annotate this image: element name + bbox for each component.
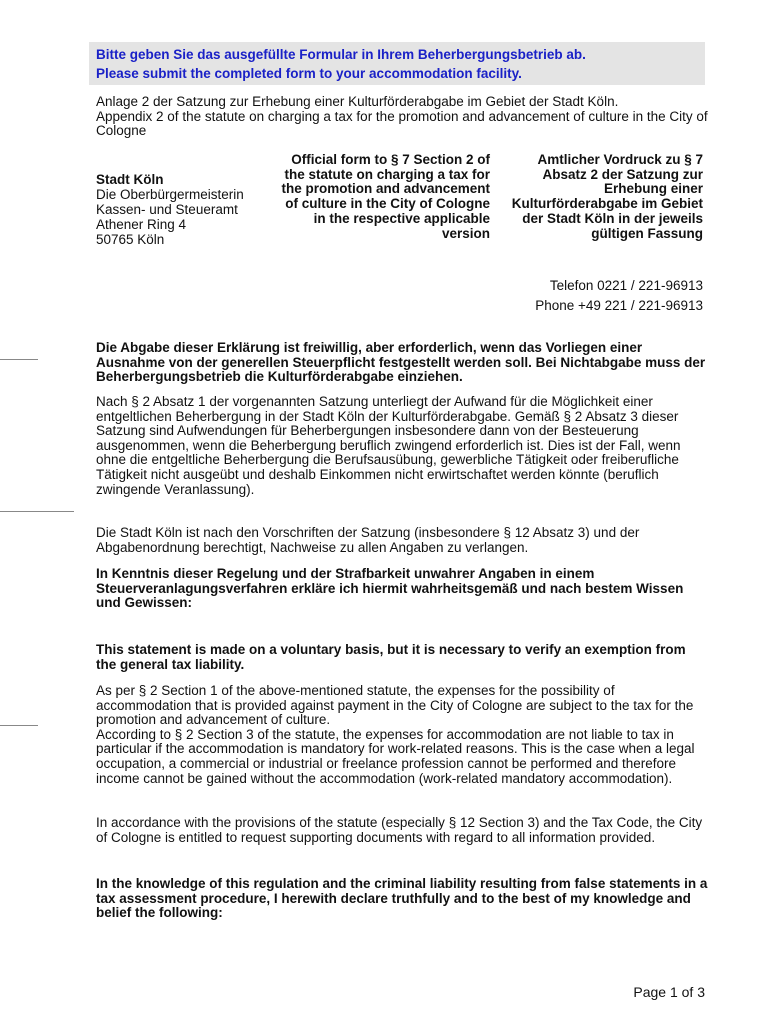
recipient-line: 50765 Köln xyxy=(96,232,165,247)
submission-notice-de: Bitte geben Sie das ausgefüllte Formular in Ihrem Beherbergungsbetrieb ab. xyxy=(96,47,586,62)
statute-reference xyxy=(96,95,708,139)
fold-mark xyxy=(0,725,38,726)
evidence-notice-de: Die Stadt Köln ist nach den Vorschriften der Satzung (insbesondere § 12 Absatz 3) und der Abgabenordnung berechtigt, Nachweise zu allen Angaben zu verlangen. xyxy=(96,525,640,555)
voluntary-notice-en: This statement is made on a voluntary basis, but it is necessary to verify an exemption from the general tax liability. xyxy=(96,642,686,672)
page-number: Page 1 of 3 xyxy=(633,984,705,1000)
voluntary-notice-de: Die Abgabe dieser Erklärung ist freiwillig, aber erforderlich, wenn das Vorliegen einer Ausnahme von der generellen Steuerpflicht festgestellt werden soll. Bei Nichtabgabe muss der Beherbergungsbetrieb die Kulturförderabgabe einziehen. xyxy=(96,340,706,385)
statute-reference-de: Anlage 2 der Satzung zur Erhebung einer Kulturförderabgabe im Gebiet der Stadt Köln. xyxy=(96,94,619,109)
declaration-de: In Kenntnis dieser Regelung und der Strafbarkeit unwahrer Angaben in einem Steuerveranlagungsverfahren erkläre ich hiermit wahrheitsgemäß und nach bestem Wissen und Gewissen: xyxy=(96,566,684,611)
punch-mark xyxy=(0,511,74,512)
recipient-line: Kassen- und Steueramt xyxy=(96,202,238,217)
exemption-paragraph: As per § 2 Section 1 of the above-mentioned statute, the expenses for the possibility of accommodation that is provided against payment in the City of Cologne are subject to the tax for the promotion and advancement of culture. xyxy=(96,683,694,728)
recipient-address xyxy=(96,172,276,247)
phone-de: Telefon 0221 / 221-96913 xyxy=(549,278,703,293)
submission-notice-banner xyxy=(89,42,705,85)
recipient-city: Stadt Köln xyxy=(96,172,164,187)
fold-mark xyxy=(0,359,38,360)
submission-notice-en: Please submit the completed form to your accommodation facility. xyxy=(96,66,522,81)
official-form-title-en: Official form to § 7 Section 2 of the statute on charging a tax for the promotion and advancement of culture in the City of Cologne in the respective applicable version xyxy=(281,152,490,241)
recipient-line: Athener Ring 4 xyxy=(96,217,187,232)
evidence-notice-en: In accordance with the provisions of the statute (especially § 12 Section 3) and the Tax Code, the City of Cologne is entitled to request supporting documents with regard to all information provided. xyxy=(96,815,703,845)
exemption-explanation-en xyxy=(96,684,708,786)
official-form-title-de: Amtlicher Vordruck zu § 7 Absatz 2 der Satzung zur Erhebung einer Kulturförderabgabe im Gebiet der Stadt Köln in der jeweils gültigen Fassung xyxy=(511,152,703,241)
declaration-en: In the knowledge of this regulation and the criminal liability resulting from false statements in a tax assessment procedure, I herewith declare truthfully and to the best of my knowledge and belief the following: xyxy=(96,876,708,921)
recipient-line: Die Oberbürgermeisterin xyxy=(96,187,244,202)
contact-info xyxy=(460,276,703,316)
exemption-explanation-de: Nach § 2 Absatz 1 der vorgenannten Satzung unterliegt der Aufwand für die Möglichkeit einer entgeltlichen Beherbergung in der Stadt Köln der Kulturförderabgabe. Gemäß § 2 Absatz 3 dieser Satzung sind Aufwendungen für Beherbergungen insbesondere dann von der Besteuerung ausgenommen, wenn die Beherbergung beruflich zwingend erforderlich ist. Dies ist der Fall, wenn ohne die entgeltliche Beherbergung die Berufsausübung, gewerbliche Tätigkeit oder freiberufliche Tätigkeit nicht ausgeübt und deshalb Einkommen nicht erwirtschaftet werden könnte (beruflich zwingende Veranlassung). xyxy=(96,394,681,497)
phone-en: Phone +49 221 / 221-96913 xyxy=(535,298,703,313)
exemption-paragraph: According to § 2 Section 3 of the statute, the expenses for accommodation are not liable to tax in particular if the accommodation is mandatory for work-related reasons. This is the case when a legal occupation, a commercial or industrial or freelance profession cannot be performed and therefore income cannot be gained without the accommodation (work-related mandatory accommodation). xyxy=(96,726,695,786)
statute-reference-en: Appendix 2 of the statute on charging a tax for the promotion and advancement of culture in the City of Cologne xyxy=(96,108,708,139)
